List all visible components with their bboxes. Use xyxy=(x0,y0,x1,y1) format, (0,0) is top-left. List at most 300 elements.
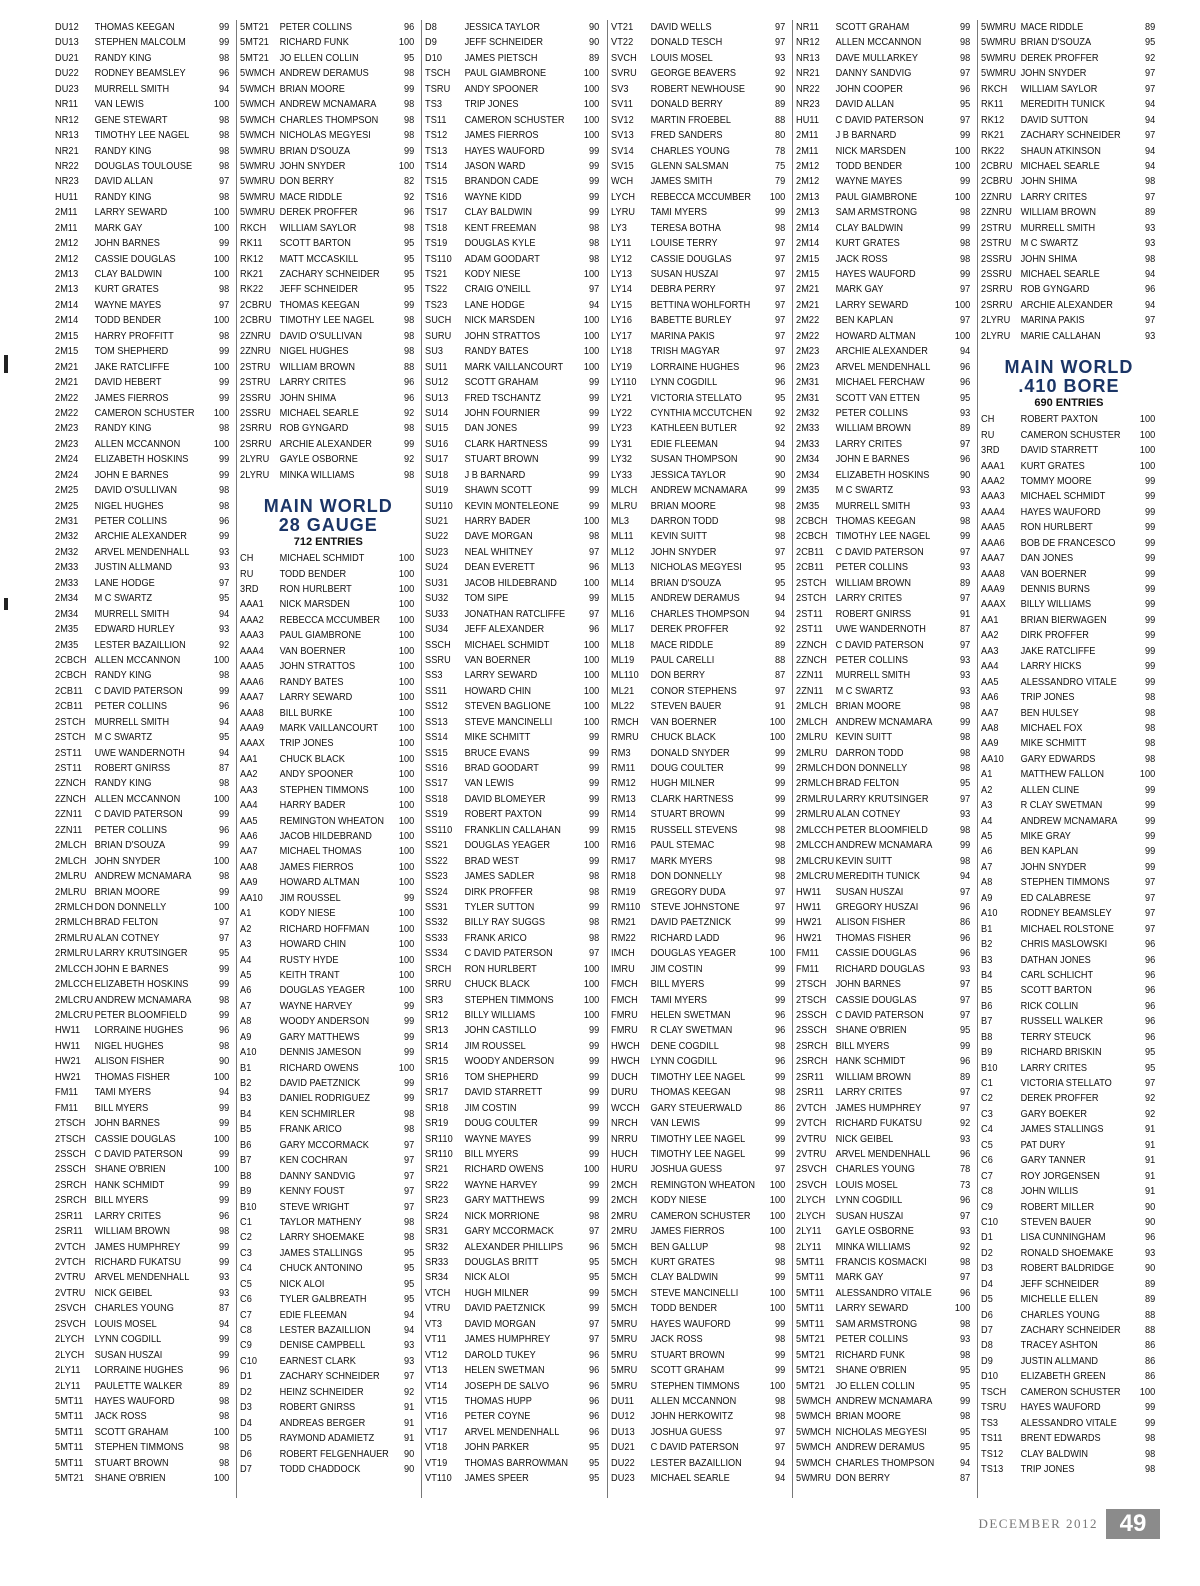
score: 100 xyxy=(584,346,600,358)
result-row xyxy=(611,854,787,869)
result-row xyxy=(796,1301,972,1316)
score: 96 xyxy=(1144,284,1156,296)
shooter-name: GAYLE OSBORNE xyxy=(279,454,359,466)
class-code: HW21 xyxy=(795,917,822,929)
class-code: SU33 xyxy=(425,608,449,620)
class-code: AA8 xyxy=(240,861,258,873)
class-code: 2STRU xyxy=(980,222,1012,234)
score: 97 xyxy=(774,315,785,327)
class-code: 5MT21 xyxy=(795,1365,825,1377)
score: 80 xyxy=(774,130,785,142)
shooter-name: DAVID ALLAN xyxy=(835,99,894,111)
shooter-name: BRIAN MOORE xyxy=(835,701,901,713)
shooter-name: KEN SCHMIRLER xyxy=(279,1108,356,1120)
result-row xyxy=(796,622,972,637)
class-code: C2 xyxy=(240,1232,253,1244)
shooter-name: CHARLES THOMPSON xyxy=(835,1457,934,1469)
shooter-name: DON BERRY xyxy=(279,176,335,188)
class-code: C6 xyxy=(980,1155,993,1167)
class-code: 2TSCH xyxy=(795,979,827,991)
score: 93 xyxy=(959,407,970,419)
shooter-name: WILLIAM SAYLOR xyxy=(279,222,357,234)
shooter-name: DAVID WELLS xyxy=(650,22,712,33)
shooter-name: WILLIAM BROWN xyxy=(1020,207,1096,219)
result-row xyxy=(796,684,972,699)
result-row xyxy=(240,82,416,97)
class-code: TS17 xyxy=(425,207,448,219)
score: 99 xyxy=(959,531,970,543)
class-code: B2 xyxy=(980,939,993,951)
score: 100 xyxy=(584,577,600,589)
shooter-name: LYNN COGDILL xyxy=(94,1334,162,1346)
shooter-name: LOUIS MOSEL xyxy=(650,52,713,64)
score: 95 xyxy=(774,392,785,404)
result-row xyxy=(55,128,231,143)
result-row xyxy=(55,931,231,946)
score: 97 xyxy=(959,979,970,991)
result-row xyxy=(55,1070,231,1085)
class-code: TSRU xyxy=(425,83,451,95)
result-row xyxy=(425,437,601,452)
shooter-name: M C SWARTZ xyxy=(94,732,153,744)
score: 95 xyxy=(959,392,970,404)
class-code: AAA7 xyxy=(240,692,264,704)
class-code: LY14 xyxy=(610,284,632,296)
result-row xyxy=(425,113,601,128)
class-code: FMCH xyxy=(610,994,638,1006)
shooter-name: BILL MYERS xyxy=(650,979,704,991)
shooter-name: DOUGLAS KYLE xyxy=(464,238,536,250)
score: 100 xyxy=(213,1133,230,1145)
score: 94 xyxy=(1144,160,1156,172)
score: 78 xyxy=(774,145,785,157)
class-code: SV12 xyxy=(610,114,634,126)
score: 99 xyxy=(218,22,230,33)
score: 96 xyxy=(774,361,785,373)
score: 94 xyxy=(959,871,970,883)
shooter-name: VAN BOERNER xyxy=(650,716,717,728)
class-code: 5WMCH xyxy=(240,99,276,111)
class-code: NR22 xyxy=(55,160,79,172)
result-row xyxy=(425,1456,601,1471)
score: 98 xyxy=(1144,753,1156,765)
score: 94 xyxy=(959,1457,970,1469)
score: 98 xyxy=(589,222,600,234)
shooter-name: RICHARD OWENS xyxy=(464,1164,544,1176)
class-code: SR17 xyxy=(425,1087,449,1099)
score: 99 xyxy=(774,917,785,929)
result-row xyxy=(425,668,601,683)
result-row xyxy=(425,854,601,869)
result-row xyxy=(425,1039,601,1054)
score: 100 xyxy=(954,145,970,157)
score: 98 xyxy=(774,516,785,527)
shooter-name: LOUISE TERRY xyxy=(650,238,718,250)
shooter-name: HANK SCHMIDT xyxy=(94,1179,165,1191)
score: 97 xyxy=(589,1318,600,1330)
score: 98 xyxy=(774,871,785,883)
score: 89 xyxy=(1144,207,1156,219)
result-row xyxy=(611,900,787,915)
class-code: 2ZNCH xyxy=(795,654,827,666)
result-row xyxy=(611,792,787,807)
shooter-name: NICK MORRIONE xyxy=(464,1210,540,1222)
shooter-name: ROBERT GNIRSS xyxy=(279,1402,356,1414)
shooter-name: PETER COLLINS xyxy=(94,701,167,713)
class-code: 2M33 xyxy=(55,577,79,589)
class-code: 2STRU xyxy=(240,361,271,373)
score: 98 xyxy=(959,1318,970,1330)
shooter-name: TODD BENDER xyxy=(650,1303,717,1315)
shooter-name: BRIAN MOORE xyxy=(94,886,160,898)
class-code: RK12 xyxy=(980,114,1005,126)
score: 99 xyxy=(589,454,600,466)
shooter-name: JAMES HUMPHREY xyxy=(94,1241,181,1253)
shooter-name: ROBERT PAXTON xyxy=(1020,414,1098,426)
class-code: AAA4 xyxy=(980,506,1005,518)
score: 98 xyxy=(774,1040,785,1052)
class-code: 2M34 xyxy=(795,454,819,466)
result-row xyxy=(240,267,416,282)
class-code: SRRU xyxy=(425,979,452,991)
class-code: CH xyxy=(240,553,254,565)
class-code: 2VTRU xyxy=(55,1272,86,1284)
score: 99 xyxy=(774,747,785,759)
class-code: C3 xyxy=(980,1108,993,1120)
class-code: NR21 xyxy=(55,145,79,157)
result-row xyxy=(981,113,1157,128)
score: 92 xyxy=(218,639,230,651)
shooter-name: RICHARD BRISKIN xyxy=(1020,1047,1102,1059)
score: 91 xyxy=(1144,1155,1156,1167)
class-code: TS11 xyxy=(425,114,447,126)
shooter-name: LOUIS MOSEL xyxy=(835,1179,898,1191)
class-code: LY19 xyxy=(610,361,632,373)
shooter-name: CHUCK ANTONINO xyxy=(279,1263,363,1275)
score: 100 xyxy=(769,1195,785,1207)
class-code: 2M14 xyxy=(795,222,819,234)
score: 100 xyxy=(399,923,415,935)
class-code: AA5 xyxy=(240,815,258,827)
class-code: 5MT21 xyxy=(240,37,270,49)
result-row xyxy=(240,406,416,421)
result-row xyxy=(55,529,231,544)
result-row xyxy=(55,776,231,791)
result-row xyxy=(611,483,787,498)
shooter-name: SCOTT GRAHAM xyxy=(464,377,539,389)
shooter-name: CLARK HARTNESS xyxy=(650,793,733,805)
shooter-name: MINKA WILLIAMS xyxy=(835,1241,911,1253)
score: 100 xyxy=(584,68,600,80)
result-row xyxy=(981,1215,1157,1230)
shooter-name: BRIAN D'SOUZA xyxy=(1020,37,1091,49)
shooter-name: RUSSELL STEVENS xyxy=(650,824,737,836)
shooter-name: BILLY WILLIAMS xyxy=(1020,599,1091,611)
shooter-name: DAN JONES xyxy=(464,423,518,435)
shooter-name: ZACHARY SCHNEIDER xyxy=(1020,130,1121,142)
result-row xyxy=(796,1348,972,1363)
class-code: ML22 xyxy=(610,701,634,713)
shooter-name: SCOTT VAN ETTEN xyxy=(835,392,920,404)
score: 97 xyxy=(589,608,600,620)
score: 100 xyxy=(213,1473,230,1485)
result-row xyxy=(240,628,416,643)
shooter-name: MARK GAY xyxy=(835,1272,884,1284)
score: 99 xyxy=(1144,630,1156,642)
shooter-name: PETER COYNE xyxy=(464,1411,531,1423)
score: 99 xyxy=(218,809,230,821)
result-row xyxy=(981,968,1157,983)
score: 98 xyxy=(218,1457,230,1469)
score: 96 xyxy=(959,1056,970,1068)
score: 88 xyxy=(1144,1325,1156,1336)
shooter-name: DANNY SANDVIG xyxy=(835,68,912,80)
class-code: SU21 xyxy=(425,516,449,527)
score: 100 xyxy=(399,160,415,172)
shooter-name: BEN GALLUP xyxy=(650,1241,708,1253)
class-code: RM13 xyxy=(610,793,636,805)
result-row xyxy=(55,406,231,421)
shooter-name: PAUL GIAMBRONE xyxy=(464,68,547,80)
score: 100 xyxy=(213,1164,230,1176)
shooter-name: WILLIAM BROWN xyxy=(835,577,911,589)
class-code: 2M22 xyxy=(795,330,819,342)
result-row xyxy=(796,35,972,50)
score: 98 xyxy=(404,222,415,234)
score: 100 xyxy=(399,831,415,842)
score: 99 xyxy=(589,778,600,790)
shooter-name: TOM SIPE xyxy=(464,593,509,605)
result-row xyxy=(981,1277,1157,1292)
class-code: TS3 xyxy=(980,1417,998,1429)
result-row xyxy=(796,792,972,807)
score: 97 xyxy=(404,1371,415,1383)
class-code: AA7 xyxy=(980,707,999,719)
score: 96 xyxy=(1144,954,1156,966)
score: 99 xyxy=(589,176,600,188)
class-code: FMCH xyxy=(610,979,638,991)
score: 98 xyxy=(959,732,970,744)
result-row xyxy=(240,798,416,813)
shooter-name: CHARLES YOUNG xyxy=(650,145,730,157)
class-code: 2CBCH xyxy=(795,531,828,543)
score: 91 xyxy=(774,701,785,713)
class-code: 2CBRU xyxy=(980,160,1013,172)
result-row xyxy=(240,1416,416,1431)
result-row xyxy=(796,854,972,869)
shooter-name: JOHN SHIMA xyxy=(279,392,337,404)
result-row xyxy=(240,66,416,81)
class-code: DU23 xyxy=(610,1473,635,1485)
shooter-name: NICHOLAS MEGYESI xyxy=(279,130,371,142)
class-code: 2MRU xyxy=(610,1210,637,1222)
shooter-name: MICHAEL FERCHAW xyxy=(835,377,925,389)
shooter-name: TRIP JONES xyxy=(279,738,334,750)
shooter-name: LARRY SEWARD xyxy=(94,207,168,219)
shooter-name: CLAY BALDWIN xyxy=(650,1272,718,1284)
result-row xyxy=(425,699,601,714)
shooter-name: ROBERT MILLER xyxy=(1020,1201,1095,1213)
class-code: 2M34 xyxy=(55,593,79,605)
result-row xyxy=(240,922,416,937)
class-code: 2ZNRU xyxy=(240,330,272,342)
score: 91 xyxy=(1144,1186,1156,1198)
score: 98 xyxy=(774,1395,785,1407)
shooter-name: HUGH MILNER xyxy=(650,778,715,790)
score: 97 xyxy=(218,917,230,929)
score: 91 xyxy=(1144,1170,1156,1182)
class-code: 2M25 xyxy=(55,485,79,497)
class-code: AAA5 xyxy=(240,661,264,673)
result-row xyxy=(425,1147,601,1162)
score: 95 xyxy=(959,99,970,111)
result-row xyxy=(981,1200,1157,1215)
class-code: TS3 xyxy=(425,99,443,111)
class-code: VT17 xyxy=(425,1426,448,1438)
class-code: AA9 xyxy=(980,738,999,750)
shooter-name: VAN LEWIS xyxy=(94,99,144,111)
score: 99 xyxy=(1144,815,1156,827)
score: 90 xyxy=(1144,1201,1156,1213)
score: 100 xyxy=(399,846,415,858)
result-row xyxy=(55,653,231,668)
class-code: SU23 xyxy=(425,546,449,558)
class-code: RK21 xyxy=(980,130,1005,142)
result-row xyxy=(55,730,231,745)
result-row xyxy=(796,1363,972,1378)
shooter-name: M C SWARTZ xyxy=(835,485,893,497)
score: 89 xyxy=(774,639,785,651)
shooter-name: KENT FREEMAN xyxy=(464,222,537,234)
class-code: TS110 xyxy=(425,253,453,265)
shooter-name: JOHN E BARNES xyxy=(94,963,169,975)
shooter-name: VAN LEWIS xyxy=(650,1118,700,1130)
shooter-name: MICHAEL FOX xyxy=(1020,722,1083,734)
score: 100 xyxy=(399,676,415,688)
score: 99 xyxy=(1144,599,1156,611)
score: 99 xyxy=(1144,846,1156,858)
score: 98 xyxy=(959,1257,970,1268)
result-row xyxy=(611,360,787,375)
shooter-name: RODNEY BEAMSLEY xyxy=(94,68,186,80)
score: 98 xyxy=(404,114,415,126)
result-row xyxy=(425,282,601,297)
score: 92 xyxy=(404,407,415,419)
class-code: SV13 xyxy=(610,130,634,142)
shooter-name: JACOB HILDEBRAND xyxy=(279,831,372,842)
result-row xyxy=(425,35,601,50)
class-code: HW11 xyxy=(795,886,821,898)
class-code: VT19 xyxy=(425,1457,448,1469)
shooter-name: TIMOTHY LEE NAGEL xyxy=(279,315,375,327)
result-row xyxy=(240,1323,416,1338)
result-row xyxy=(55,1301,231,1316)
score: 89 xyxy=(1144,1278,1156,1290)
shooter-name: MARINA PAKIS xyxy=(1020,315,1085,327)
result-row xyxy=(611,1286,787,1301)
score: 100 xyxy=(213,207,230,219)
result-row xyxy=(240,937,416,952)
class-code: DU22 xyxy=(610,1457,635,1469)
result-row xyxy=(55,715,231,730)
score: 100 xyxy=(954,1303,970,1315)
class-code: A10 xyxy=(240,1047,257,1059)
class-code: 2M31 xyxy=(55,516,79,527)
class-code: LY12 xyxy=(610,253,632,265)
shooter-name: PAUL GIAMBRONE xyxy=(279,630,362,642)
class-code: AAAX xyxy=(240,738,266,750)
score: 99 xyxy=(1144,522,1156,534)
shooter-name: ANDREW MCNAMARA xyxy=(650,485,747,497)
class-code: 2M11 xyxy=(55,207,78,219)
result-row xyxy=(796,452,972,467)
score: 100 xyxy=(584,315,600,327)
shooter-name: JAKE RATCLIFFE xyxy=(1020,645,1096,657)
class-code: SU22 xyxy=(425,531,449,543)
shooter-name: M C SWARTZ xyxy=(835,685,893,697)
class-code: 2ZN11 xyxy=(795,670,823,682)
score: 100 xyxy=(399,1062,415,1074)
score: 98 xyxy=(959,1411,970,1423)
shooter-name: JOHN SHIMA xyxy=(1020,176,1078,188)
shooter-name: DENE COGDILL xyxy=(650,1040,719,1052)
shooter-name: VICTORIA STELLATO xyxy=(650,392,742,404)
result-row xyxy=(55,1471,231,1486)
result-row xyxy=(240,1338,416,1353)
class-code: 2RMLCH xyxy=(795,778,834,790)
score: 93 xyxy=(959,1226,970,1238)
shooter-name: HARRY BADER xyxy=(279,800,346,812)
class-code: 2VTCH xyxy=(795,1102,827,1114)
result-row xyxy=(425,1255,601,1270)
class-code: HWCH xyxy=(610,1056,640,1068)
result-row xyxy=(981,597,1157,612)
score: 95 xyxy=(218,948,230,960)
result-row xyxy=(611,1085,787,1100)
class-code: SU32 xyxy=(425,593,449,605)
score: 95 xyxy=(218,593,230,605)
shooter-name: WAYNE HARVEY xyxy=(464,1179,538,1191)
shooter-name: HELEN SWETMAN xyxy=(650,1010,731,1021)
result-row xyxy=(240,1045,416,1060)
shooter-name: CASSIE DOUGLAS xyxy=(835,948,917,960)
result-row xyxy=(425,684,601,699)
score: 99 xyxy=(218,454,230,466)
score: 99 xyxy=(218,1349,230,1361)
class-code: A1 xyxy=(240,908,252,920)
shooter-name: STEPHEN TIMMONS xyxy=(1020,877,1110,889)
shooter-name: RICHARD FUKATSU xyxy=(835,1118,922,1130)
score: 99 xyxy=(774,963,785,975)
score: 100 xyxy=(399,954,415,966)
shooter-name: JIM COSTIN xyxy=(650,963,703,975)
result-row xyxy=(981,860,1157,875)
score: 100 xyxy=(769,1380,785,1392)
result-row xyxy=(55,421,231,436)
result-row xyxy=(981,922,1157,937)
class-code: 2M32 xyxy=(55,531,79,543)
class-code: 2SSRU xyxy=(240,407,272,419)
result-row xyxy=(981,829,1157,844)
class-code: D5 xyxy=(240,1433,253,1445)
shooter-name: JASON WARD xyxy=(464,160,526,172)
result-row xyxy=(611,1270,787,1285)
score: 99 xyxy=(959,716,970,728)
shooter-name: CLAY BALDWIN xyxy=(835,222,903,234)
class-code: D6 xyxy=(980,1309,993,1321)
result-row xyxy=(611,1363,787,1378)
class-code: 2ST11 xyxy=(55,747,82,759)
